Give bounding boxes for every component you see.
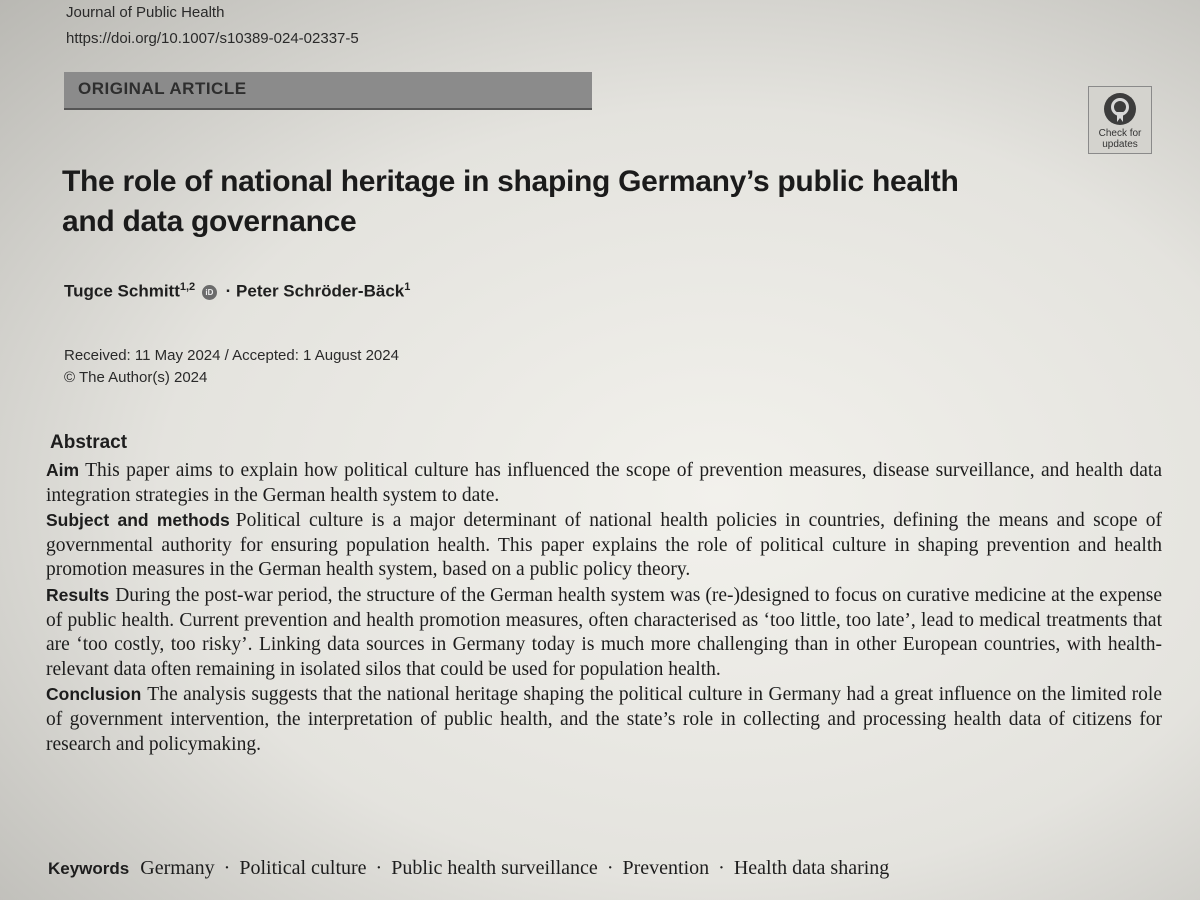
section-text: The analysis suggests that the national heritage shaping the political culture in Germany had a great influence on the limited role of government intervention, the interpretation of public health, and the state’s role in collecting and processing health data of citizens for research and policymaking. [46,684,1162,755]
author-affiliation: 1,2 [179,281,196,293]
keyword-separator: · [375,857,383,879]
section-text: This paper aims to explain how political culture has influenced the scope of prevention measures, disease surveillance, and health data integration strategies in the German health system to date. [46,460,1162,506]
abstract-heading: Abstract [50,432,128,453]
copyright-notice: © The Author(s) 2024 [64,369,208,386]
doi-link[interactable]: https://doi.org/10.1007/s10389-024-02337-5 [66,30,359,47]
article-title-line1: The role of national heritage in shaping Germany’s public health [62,165,959,198]
keyword-separator: · [223,857,231,879]
article-type-label: ORIGINAL ARTICLE [78,79,247,98]
author-name[interactable]: Peter Schröder-Bäck [236,281,405,301]
section-label: Conclusion [46,684,142,705]
keyword: Germany [140,857,215,879]
section-text: During the post-war period, the structure of the German health system was (re-)designed to focus on curative medicine at the expense of public health. Current prevention and health promotion measures, often characterised as ‘too little, too late’, lead to medical treatments that are ‘too costly, too risky’. Linking data sources in Germany today is much more challenging than in other European countries, with health-relevant data often remaining in isolated silos that could be used for population health. [46,584,1162,680]
keyword: Prevention [622,857,710,879]
section-label: Results [46,584,110,605]
check-for-updates-button[interactable] [1088,86,1152,154]
keyword: Political culture [239,857,367,879]
article-type-banner [64,72,592,110]
section-label: Subject and methods [46,510,230,531]
author-name[interactable]: Tugce Schmitt [64,281,180,301]
author-list [64,281,410,302]
keyword: Health data sharing [733,857,890,879]
check-updates-label-line1: Check for [1098,128,1142,139]
journal-name: Journal of Public Health [66,4,225,21]
received-accepted-dates: Received: 11 May 2024 / Accepted: 1 August 2024 [64,347,399,364]
article-title-line2: and data governance [62,205,357,238]
check-updates-label-line2: updates [1102,139,1138,150]
section-label: Aim [46,460,80,480]
keyword: Public health surveillance [391,857,598,879]
abstract-body [46,458,1162,757]
abstract-conclusion [46,682,1162,757]
crossmark-icon [1102,91,1138,127]
keywords-label: Keywords [48,859,130,878]
keyword-separator: · [606,857,614,879]
abstract-subject-methods [46,508,1162,583]
author-separator: · [225,281,232,301]
keywords [48,857,889,880]
keyword-separator: · [718,857,725,879]
abstract-results [46,583,1162,682]
abstract-aim [46,458,1162,508]
section-text: Political culture is a major determinant of national health policies in countries, defining the means and scope of governmental authority for ensuring population health. This paper explains the role of political culture in shaping prevention and health promotion measures in the German health system, based on a public policy theory. [46,510,1162,581]
author-affiliation: 1 [404,281,411,293]
article-title [62,162,1022,242]
orcid-icon[interactable]: iD [202,285,217,300]
